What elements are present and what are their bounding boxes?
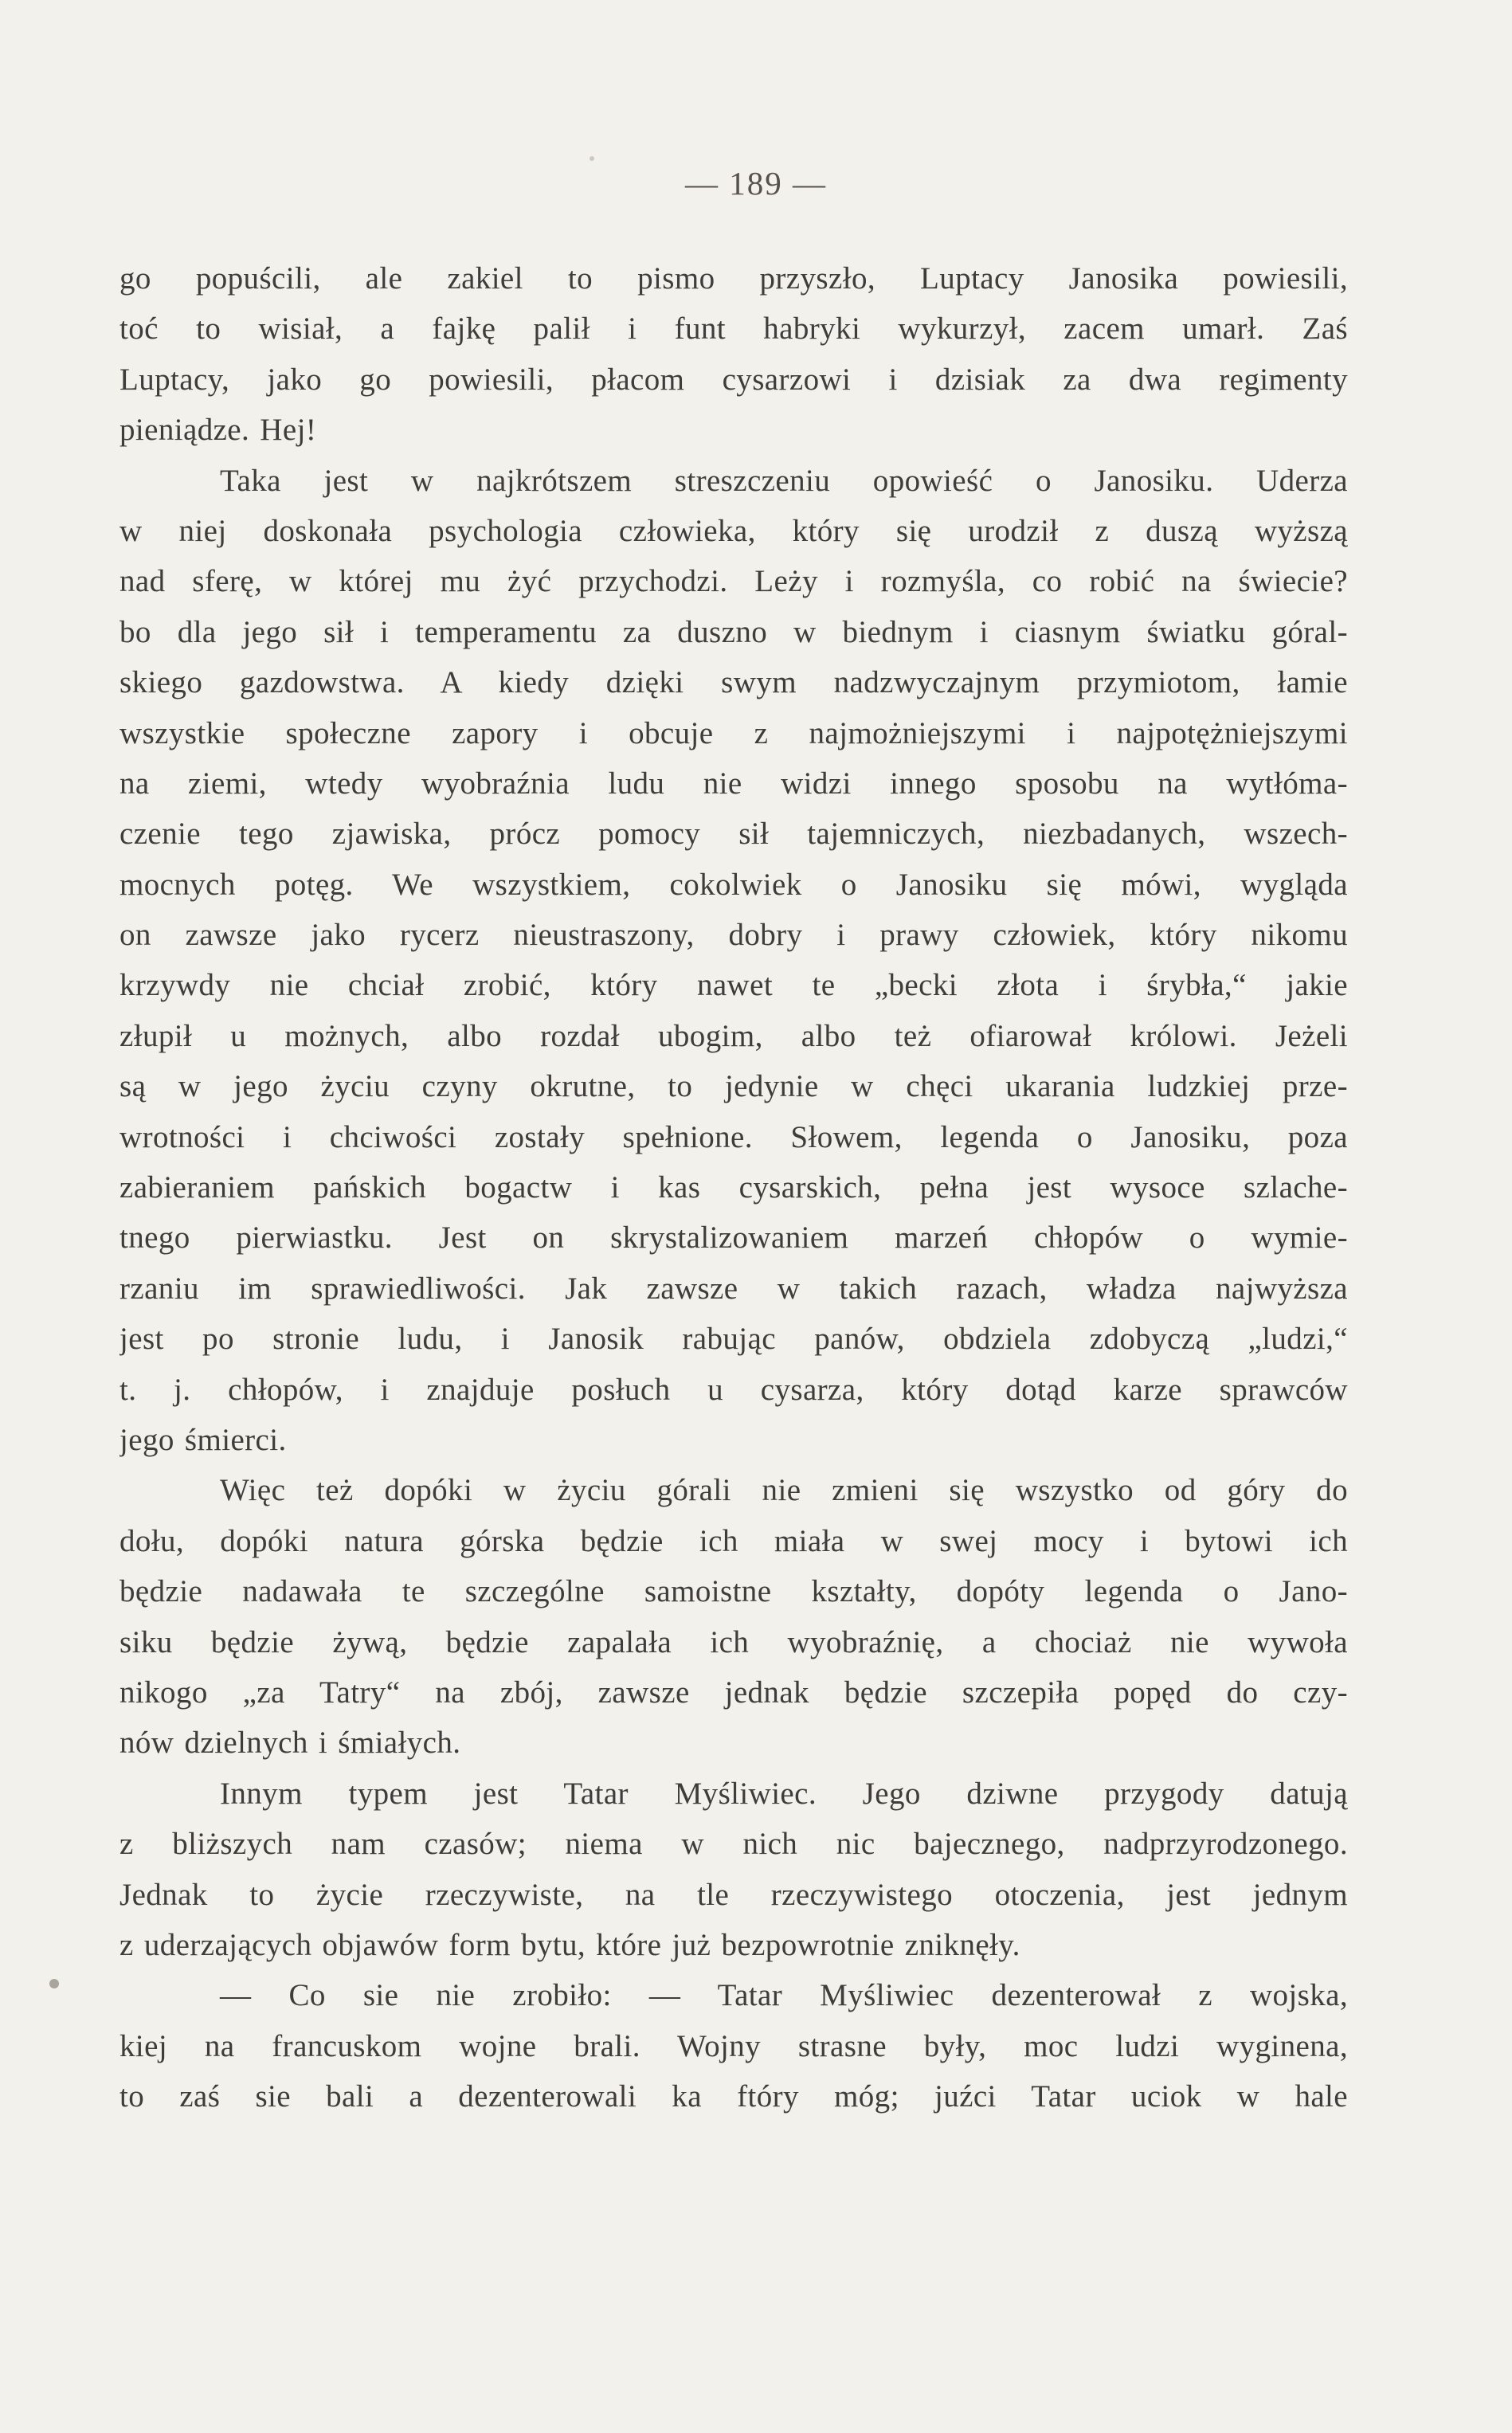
text-line: wszystkie społeczne zapory i obcuje z najmożniejszymi i najpotężniejszymi — [119, 715, 1348, 750]
page-number: — 189 — — [685, 165, 827, 202]
text-line: złupił u możnych, albo rozdał ubogim, albo też ofiarował królowi. Jeżeli — [119, 1018, 1348, 1053]
text-line: z uderzających objawów form bytu, które już bezpowrotnie zniknęły. — [119, 1927, 1020, 1962]
text-line: będzie nadawała te szczególne samoistne kształty, dopóty legenda o Jano- — [119, 1574, 1348, 1609]
text-line: jest po stronie ludu, i Janosik rabując panów, obdziela zdobyczą „ludzi,“ — [119, 1322, 1348, 1357]
text-line: z bliższych nam czasów; niema w nich nic bajecznego, nadprzyrodzonego. — [119, 1827, 1348, 1862]
text-line: Innym typem jest Tatar Myśliwiec. Jego dziwne przygody datują — [220, 1776, 1348, 1811]
body-text — [119, 253, 1348, 2122]
text-line: skiego gazdowstwa. A kiedy dzięki swym nadzwyczajnym przymiotom, łamie — [119, 665, 1348, 700]
text-line: on zawsze jako rycerz nieustraszony, dobry i prawy człowiek, który nikomu — [119, 918, 1348, 953]
text-line: siku będzie żywą, będzie zapalała ich wyobraźnię, a chociaż nie wywoła — [119, 1624, 1348, 1659]
text-line: t. j. chłopów, i znajduje posłuch u cysarza, który dotąd karze sprawców — [119, 1372, 1348, 1407]
text-line: kiej na francuskom wojne brali. Wojny strasne były, moc ludzi wyginena, — [119, 2028, 1348, 2063]
text-line: są w jego życiu czyny okrutne, to jedynie w chęci ukarania ludzkiej prze- — [119, 1069, 1348, 1104]
text-line: nów dzielnych i śmiałych. — [119, 1726, 461, 1761]
text-line: toć to wisiał, a fajkę palił i funt habryki wykurzył, zacem umarł. Zaś — [119, 311, 1348, 347]
text-line: bo dla jego sił i temperamentu za duszno w biednym i ciasnym światku góral- — [119, 614, 1348, 649]
text-line: zabieraniem pańskich bogactw i kas cysarskich, pełna jest wysoce szlache- — [119, 1170, 1348, 1205]
text-line: na ziemi, wtedy wyobraźnia ludu nie widzi innego sposobu na wytłóma- — [119, 766, 1348, 801]
text-line: jego śmierci. — [119, 1422, 287, 1457]
paper-speck — [590, 156, 594, 161]
text-line: Jednak to życie rzeczywiste, na tle rzeczywistego otoczenia, jest jednym — [119, 1877, 1348, 1912]
text-line: pieniądze. Hej! — [119, 413, 317, 448]
text-line: mocnych potęg. We wszystkiem, cokolwiek o Janosiku się mówi, wygląda — [119, 867, 1348, 902]
text-line: dołu, dopóki natura górska będzie ich miała w swej mocy i bytowi ich — [119, 1523, 1348, 1558]
text-line: wrotności i chciwości zostały spełnione. Słowem, legenda o Janosiku, poza — [119, 1119, 1348, 1154]
text-line: tnego pierwiastku. Jest on skrystalizowaniem marzeń chłopów o wymie- — [119, 1220, 1348, 1256]
text-line: w niej doskonała psychologia człowieka, który się urodził z duszą wyższą — [119, 513, 1348, 548]
text-line: krzywdy nie chciał zrobić, który nawet te „becki złota i śrybła,“ jakie — [119, 968, 1348, 1003]
ink-spot — [49, 1979, 59, 1988]
text-line: Luptacy, jako go powiesili, płacom cysarzowi i dzisiak za dwa regimenty — [119, 362, 1348, 397]
text-line: czenie tego zjawiska, prócz pomocy sił tajemniczych, niezbadanych, wszech- — [119, 817, 1348, 852]
text-line: Więc też dopóki w życiu górali nie zmieni się wszystko od góry do — [220, 1473, 1348, 1508]
text-line: — Co sie nie zrobiło: — Tatar Myśliwiec dezenterował z wojska, — [220, 1978, 1348, 2013]
text-line: to zaś sie bali a dezenterowali ka ftóry móg; juźci Tatar uciok w hale — [119, 2079, 1348, 2114]
text-line: nikogo „za Tatry“ na zbój, zawsze jednak będzie szczepiła popęd do czy- — [119, 1675, 1348, 1710]
text-line: go popuścili, ale zakiel to pismo przyszło, Luptacy Janosika powiesili, — [119, 261, 1348, 296]
text-line: Taka jest w najkrótszem streszczeniu opowieść o Janosiku. Uderza — [220, 463, 1348, 498]
text-line: nad sferę, w której mu żyć przychodzi. Leży i rozmyśla, co robić na świecie? — [119, 564, 1348, 599]
text-line: rzaniu im sprawiedliwości. Jak zawsze w takich razach, władza najwyższa — [119, 1271, 1348, 1306]
